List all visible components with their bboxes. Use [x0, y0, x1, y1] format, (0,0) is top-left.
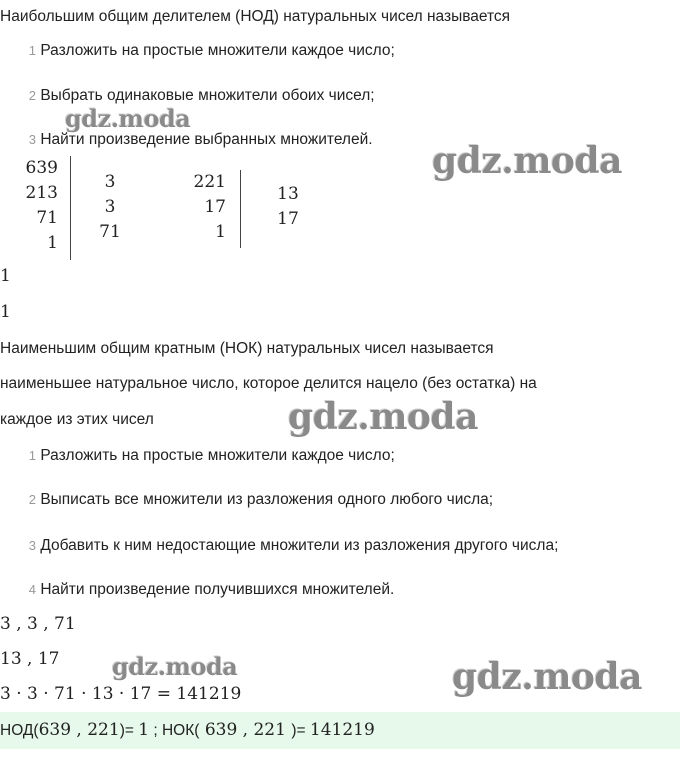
factor: 17 — [277, 209, 299, 229]
gcd-step-3 — [0, 131, 373, 149]
lcm-step-3 — [0, 537, 558, 555]
step-text: Выписать все множители из разложения одного любого числа; — [40, 491, 494, 508]
dividend: 1 — [215, 222, 226, 242]
dividend: 17 — [204, 197, 226, 217]
lcm-step-4 — [0, 581, 394, 599]
watermark: gdz.moda — [288, 396, 478, 438]
lcm-step-1 — [0, 447, 395, 465]
answer-separator: ; — [149, 722, 162, 739]
step-text: Разложить на простые множители каждое число; — [40, 42, 395, 59]
factorization-divider — [240, 170, 241, 248]
watermark: gdz.moda — [112, 652, 238, 681]
watermark: gdz.moda — [65, 104, 191, 133]
lcm-label: НОК( — [161, 722, 200, 739]
gcd-step-1 — [0, 42, 395, 60]
factorization-a-factors — [92, 170, 128, 245]
factor: 71 — [99, 222, 121, 242]
step-text: Разложить на простые множители каждое число; — [40, 447, 395, 464]
lcm-step-2 — [0, 491, 493, 509]
step-number: 4 — [28, 582, 36, 597]
watermark: gdz.moda — [432, 140, 622, 182]
step-text: Найти произведение получившихся множителей. — [40, 581, 395, 598]
dividend: 639 — [25, 158, 58, 178]
gcd-value: 1 — [138, 720, 150, 740]
lcm-definition-line-3: каждое из этих чисел — [0, 411, 154, 428]
step-text: Выбрать одинаковые множители обоих чисел; — [40, 87, 375, 104]
dividend: 1 — [47, 233, 58, 253]
factor: 13 — [277, 184, 299, 204]
step-number: 3 — [28, 132, 36, 147]
step-number: 1 — [28, 448, 36, 463]
step-text: Найти произведение выбранных множителей. — [40, 131, 373, 148]
dividend: 221 — [193, 172, 226, 192]
watermark: gdz.moda — [452, 656, 642, 698]
lcm-definition-line-2: наименьшее натуральное число, которое делится нацело (без остатка) на — [0, 375, 537, 392]
lcm-close: )= — [291, 722, 310, 739]
gcd-close: )= — [119, 722, 139, 739]
factorization-a-dividends — [12, 156, 58, 256]
gcd-label: НОД( — [0, 722, 39, 739]
lcm-args: 639 , 221 — [199, 720, 292, 740]
lcm-definition-line-1: Наименьшим общим кратным (НОК) натуральных чисел называется — [0, 340, 494, 357]
lcm-value: 141219 — [309, 720, 375, 740]
factorization-b-dividends — [180, 170, 226, 245]
gcd-definition: Наибольшим общим делителем (НОД) натуральных чисел называется — [0, 8, 511, 25]
answer-bar — [0, 712, 680, 749]
result-line: 1 — [0, 302, 11, 322]
factorization-b-factors — [268, 182, 308, 232]
step-number: 2 — [28, 492, 36, 507]
calc-line-3: 3 · 3 · 71 · 13 · 17 = 141219 — [0, 684, 242, 704]
gcd-args: 639 , 221 — [38, 720, 120, 740]
dividend: 213 — [25, 183, 58, 203]
step-number: 2 — [28, 88, 36, 103]
result-line: 1 — [0, 266, 11, 286]
calc-line-1: 3 , 3 , 71 — [0, 614, 76, 634]
calc-line-2: 13 , 17 — [0, 649, 60, 669]
factor: 3 — [104, 197, 116, 217]
dividend: 71 — [36, 208, 58, 228]
step-text: Добавить к ним недостающие множители из разложения другого числа; — [40, 537, 559, 554]
factor: 3 — [104, 172, 116, 192]
step-number: 1 — [28, 43, 36, 58]
step-number: 3 — [28, 538, 36, 553]
factorization-divider — [70, 156, 71, 260]
gcd-step-2 — [0, 87, 375, 105]
